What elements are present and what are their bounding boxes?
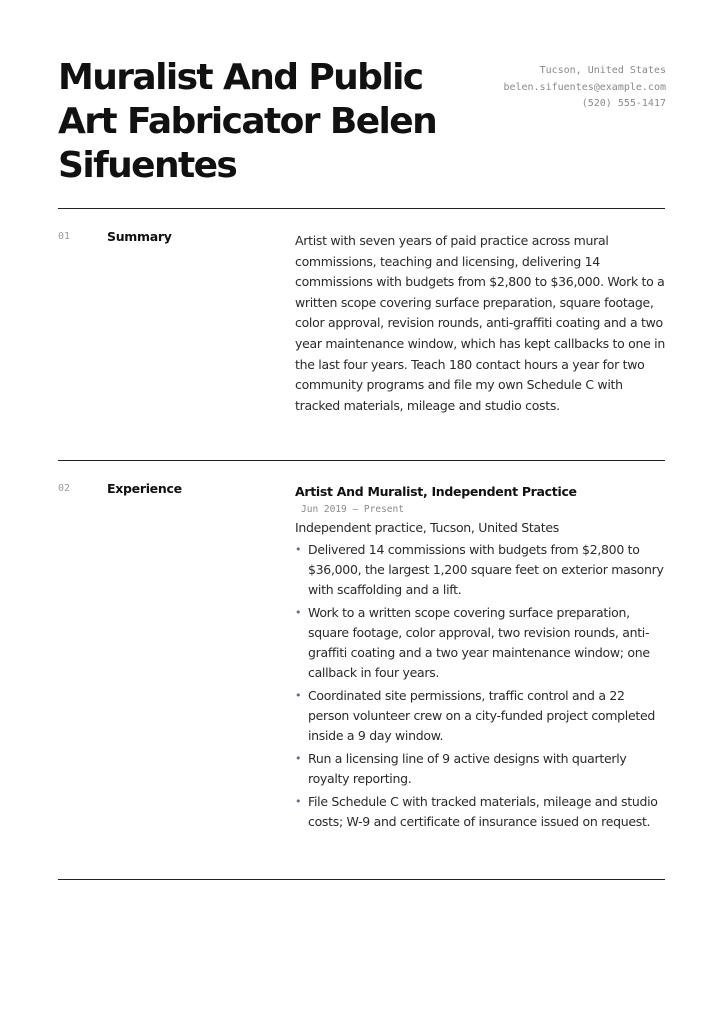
summary-text: Artist with seven years of paid practice across mural commissions, teaching and licensing, delivering 14 commissions with budgets from $2,800 to $36,000. Work to a written scope covering surface preparation, square footage, color approval, revision rounds, anti-graffiti coating and a two year maintenance window, which has kept callbacks to one in the last four years. Teach 180 contact hours a year for two community programs and file my own Schedule C with tracked materials, mileage and studio costs. [295, 233, 665, 413]
bullet-text: Run a licensing line of 9 active designs with quarterly royalty reporting. [308, 751, 627, 786]
job-dates: Jun 2019 — Present [301, 504, 404, 515]
summary-body [295, 231, 665, 416]
divider [58, 208, 665, 209]
contact-block [503, 63, 666, 113]
bullet-icon: • [295, 795, 302, 808]
experience-body [295, 483, 665, 835]
contact-email[interactable]: belen.sifuentes@example.com [503, 81, 666, 93]
bullet-text: Delivered 14 commissions with budgets from $2,800 to $36,000, the largest 1,200 square feet on exterior masonry with scaffolding and a lift. [308, 542, 664, 597]
list-item [295, 792, 665, 832]
section-title: Summary [107, 229, 172, 244]
list-item [295, 749, 665, 789]
list-item [295, 540, 665, 600]
bullet-icon: • [295, 543, 302, 556]
section-title: Experience [107, 481, 182, 496]
list-item [295, 603, 665, 683]
list-item [295, 686, 665, 746]
bullet-icon: • [295, 689, 302, 702]
bullet-text: Coordinated site permissions, traffic control and a 22 person volunteer crew on a city-funded project completed inside a 9 day window. [308, 688, 655, 743]
job-organization: Independent practice, Tucson, United States [295, 520, 559, 535]
contact-location: Tucson, United States [539, 65, 666, 76]
section-number: 02 [58, 483, 71, 494]
divider [58, 460, 665, 461]
bullet-icon: • [295, 606, 302, 619]
divider [58, 879, 665, 880]
bullet-text: Work to a written scope covering surface preparation, square footage, color approval, two revision rounds, anti-graffiti coating and a two year maintenance window; one callback in four years. [308, 605, 650, 680]
job-bullet-list [295, 540, 665, 832]
bullet-icon: • [295, 752, 302, 765]
job-title: Artist And Muralist, Independent Practice [295, 484, 577, 499]
candidate-name: Muralist And Public Art Fabricator Belen Sifuentes [58, 57, 437, 186]
bullet-text: File Schedule C with tracked materials, mileage and studio costs; W-9 and certificate of insurance issued on request. [308, 794, 658, 829]
contact-phone[interactable]: (520) 555-1417 [581, 98, 666, 109]
section-number: 01 [58, 231, 71, 242]
